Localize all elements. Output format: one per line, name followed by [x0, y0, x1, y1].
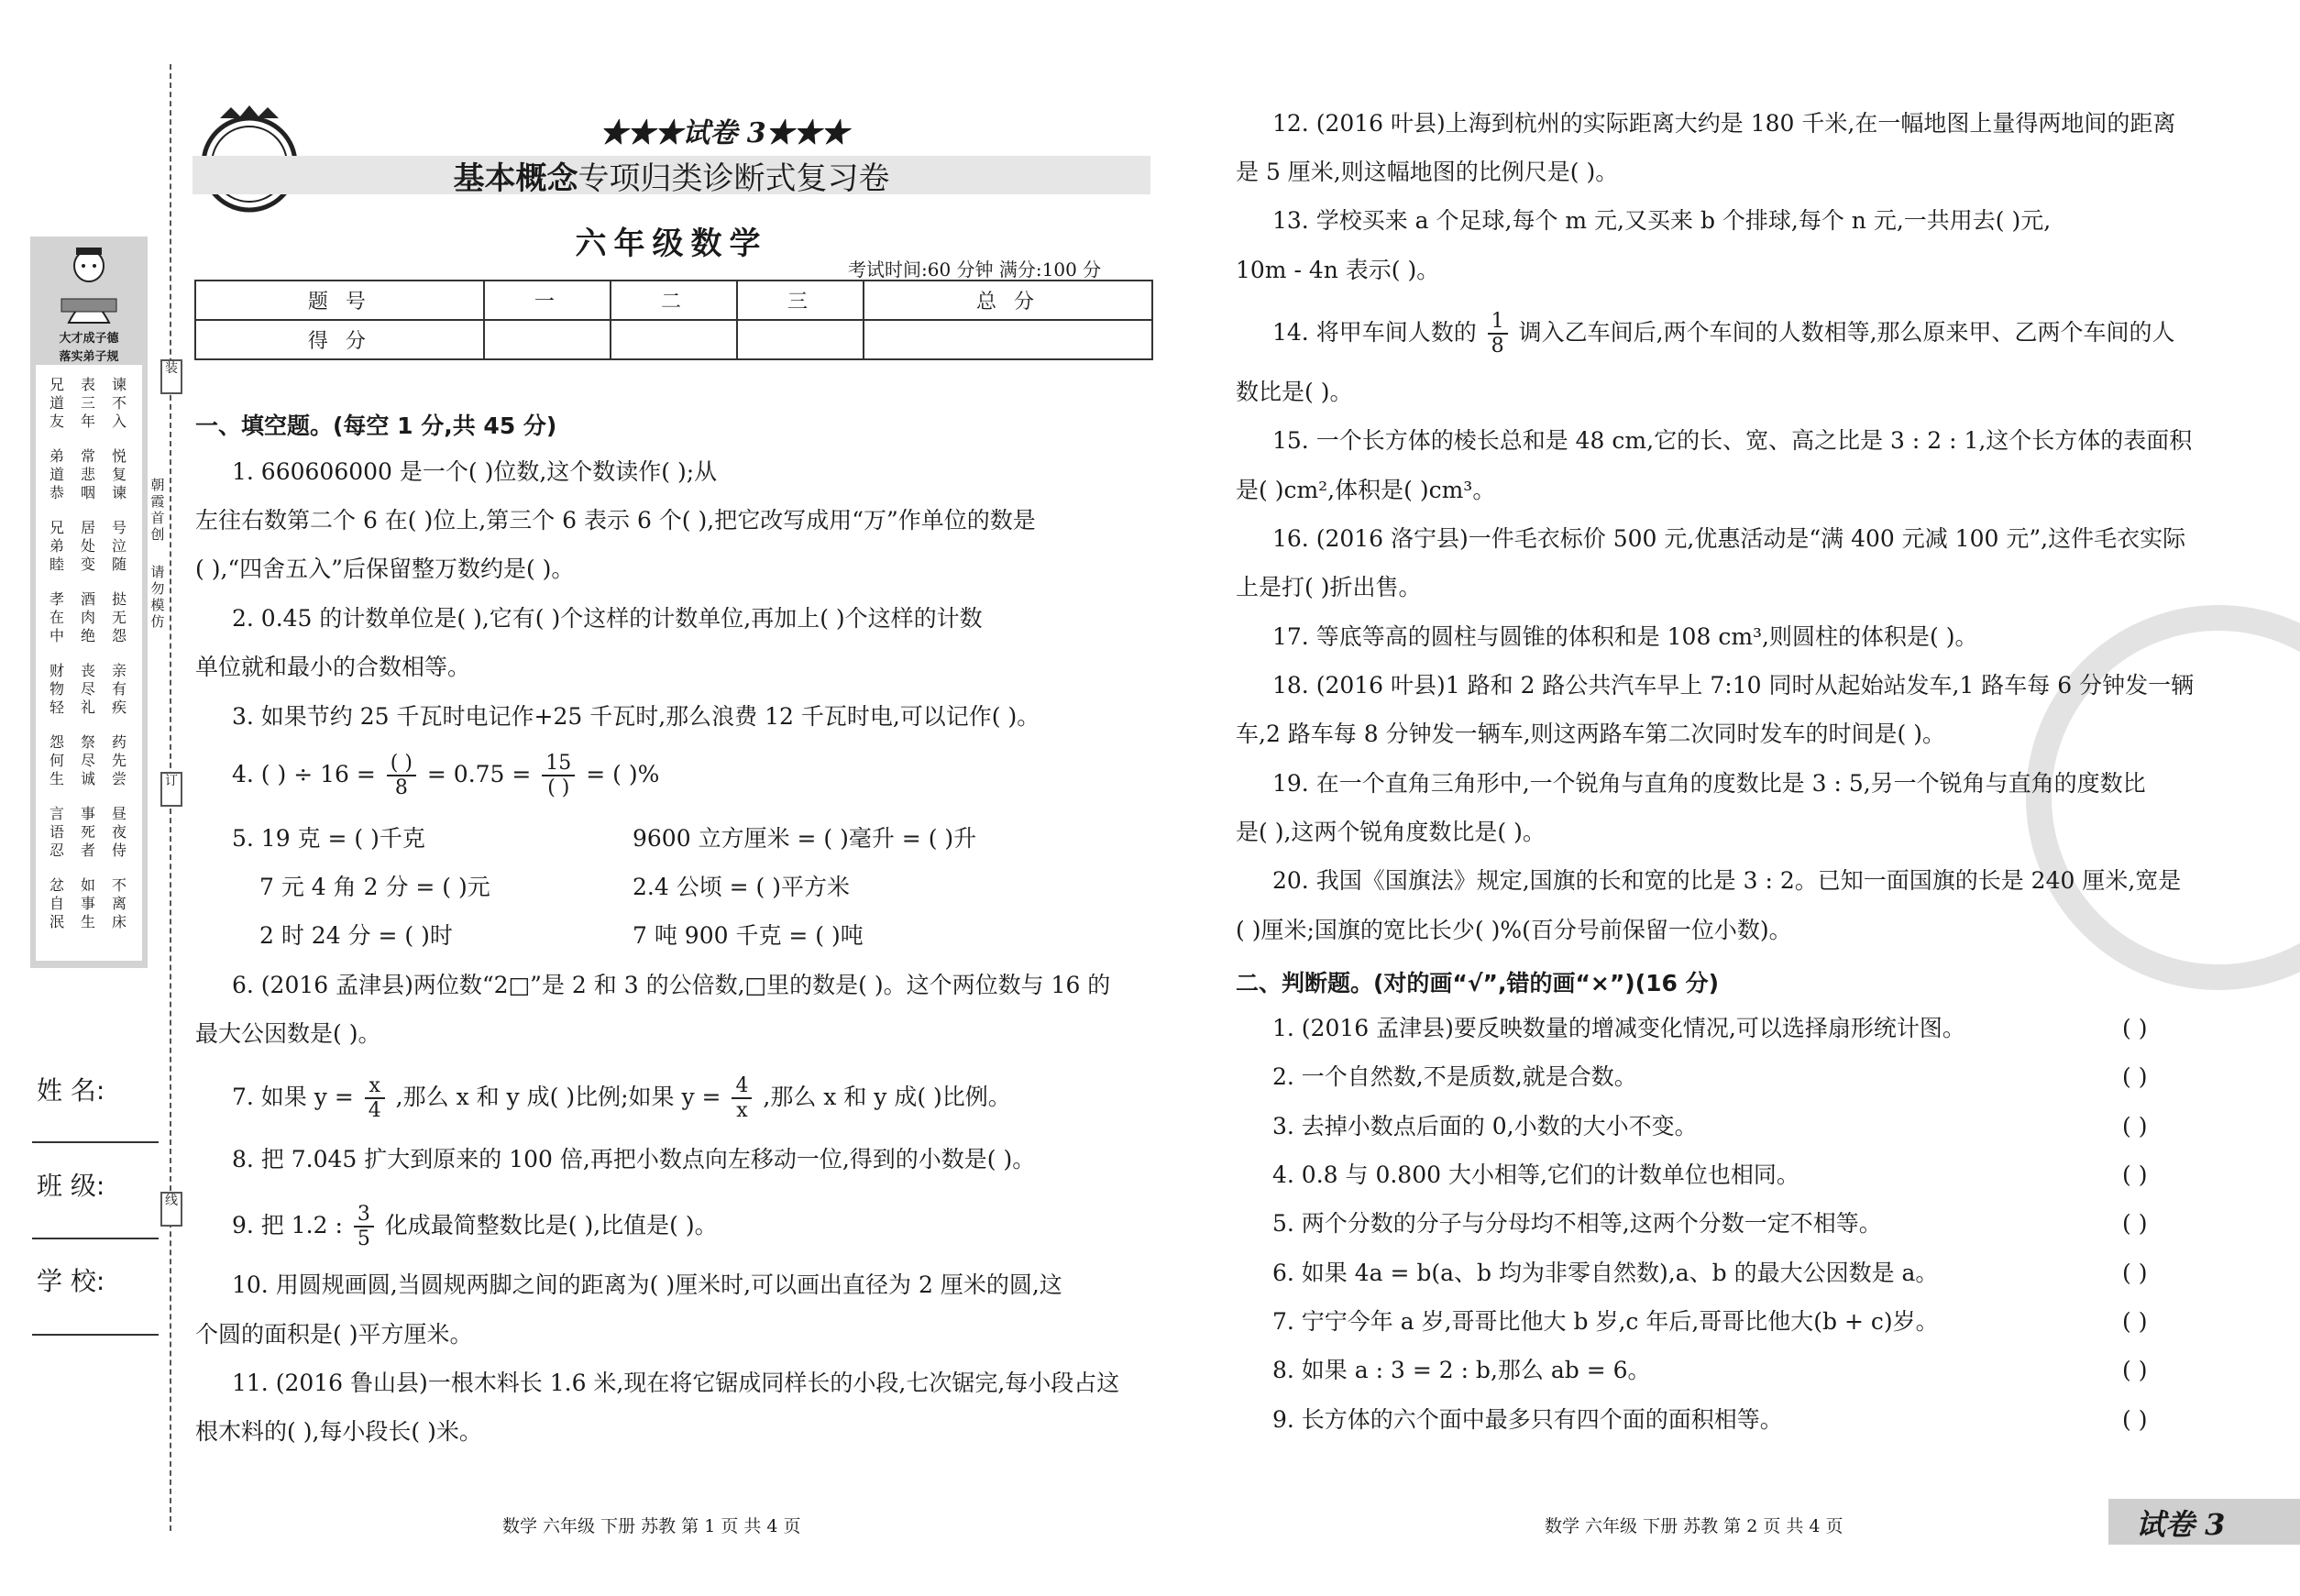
- judge-paren[interactable]: ( ): [2122, 1308, 2148, 1335]
- binding-box-1: 装: [160, 359, 182, 394]
- section1-heading: 一、填空题。(每空 1 分,共 45 分): [195, 413, 557, 439]
- sidebar-verse-char: 弟: [49, 537, 64, 555]
- q12-line1: 12. (2016 叶县)上海到杭州的实际距离大约是 180 千米,在一幅地图上量得两地间的距离: [1272, 110, 2176, 137]
- q14-f-den: 8: [1491, 335, 1504, 358]
- q4-f2-den: ( ): [547, 776, 570, 800]
- judge-paren[interactable]: ( ): [2122, 1406, 2148, 1433]
- sidebar-verse-column: [80, 733, 96, 788]
- sidebar-verse-column: [49, 662, 65, 717]
- q9-f-num: 3: [354, 1203, 374, 1227]
- judge-item: 6. 如果 4a = b(a、b 均为非零自然数),a、b 的最大公因数是 a。: [1272, 1260, 1939, 1286]
- sidebar-verse-column: [80, 376, 96, 431]
- sidebar-verse-char: 先: [111, 752, 127, 769]
- sidebar-verse-char: 轻: [49, 699, 64, 716]
- sidebar-verse-column: [80, 876, 96, 931]
- q4-part-c: = ( )%: [586, 760, 660, 787]
- score-header-cell: 三: [737, 281, 864, 320]
- q15-line1: 15. 一个长方体的棱长总和是 48 cm,它的长、宽、高之比是 3 : 2 : 1,这个长方体的表面积: [1272, 427, 2193, 454]
- judge-item: 2. 一个自然数,不是质数,就是合数。: [1272, 1063, 1637, 1090]
- q4-fraction-2: [542, 752, 575, 800]
- subject-title: 六年级数学: [575, 226, 768, 262]
- sidebar-verse-column: [49, 590, 65, 645]
- judge-item: 8. 如果 a : 3 = 2 : b,那么 ab = 6。: [1272, 1357, 1651, 1383]
- q13-line1: 13. 学校买来 a 个足球,每个 m 元,又买来 b 个排球,每个 n 元,一共用去( )元,: [1272, 207, 2052, 234]
- q11-line1: 11. (2016 鲁山县)一根木料长 1.6 米,现在将它锯成同样长的小段,七次锯完,每小段占这: [232, 1370, 1120, 1396]
- sidebar-verse-column: [49, 733, 65, 788]
- score-cell[interactable]: [864, 320, 1152, 359]
- page-title: [193, 153, 1150, 198]
- sidebar-verse-char: 丧: [80, 662, 95, 679]
- q14-f-num: 1: [1488, 310, 1508, 335]
- q7-fraction-2: [732, 1074, 752, 1123]
- sidebar-verse-char: 忿: [49, 876, 64, 894]
- sidebar-verse-char: 怨: [49, 733, 64, 751]
- title-rest: 专项归类诊断式复习卷: [578, 160, 890, 197]
- sidebar-verse-char: 疾: [111, 699, 127, 716]
- score-cell[interactable]: [611, 320, 737, 359]
- footer-left: 数学 六年级 下册 苏教 第 1 页 共 4 页: [502, 1516, 801, 1536]
- score-header-cell: 二: [611, 281, 737, 320]
- q16-line2: 上是打( )折出售。: [1236, 574, 1422, 600]
- sidebar-verse-char: 居: [80, 519, 95, 536]
- judge-paren[interactable]: ( ): [2122, 1210, 2148, 1237]
- q18-line2: 车,2 路车每 8 分钟发一辆车,则这两路车第二次同时发车的时间是( )。: [1236, 721, 1946, 747]
- motto-line-2: 落实弟子规: [59, 350, 119, 364]
- vertical-note-1: 朝霞首创: [150, 477, 165, 543]
- sidebar-strip: [30, 237, 148, 968]
- sidebar-verse-column: [111, 733, 127, 788]
- q19-line1: 19. 在一个直角三角形中,一个锐角与直角的度数比是 3 : 5,另一个锐角与直角的度数比: [1272, 770, 2146, 797]
- sidebar-verse-char: 尽: [80, 752, 95, 769]
- q5-item5: 2 时 24 分 = ( )时: [259, 922, 453, 949]
- q19-line2: 是( ),这两个锐角度数比是( )。: [1236, 819, 1546, 845]
- sidebar-verse-char: 道: [49, 466, 64, 483]
- sidebar-verse-char: 财: [49, 662, 64, 679]
- scholar-figure-icon: [56, 246, 122, 328]
- sidebar-verse-column: [111, 876, 127, 931]
- score-header-cell: 题 号: [195, 281, 484, 320]
- sidebar-verse-char: 离: [111, 895, 127, 912]
- binding-box-2: 订: [160, 772, 182, 807]
- q20-line1: 20. 我国《国旗法》规定,国旗的长和宽的比是 3 : 2。已知一面国旗的长是 240 厘米,宽是: [1272, 867, 2182, 894]
- sidebar-verse-char: 友: [49, 413, 64, 430]
- sidebar-verse-char: 复: [111, 466, 127, 483]
- sidebar-verse-char: 事: [80, 805, 95, 822]
- sidebar-verse-char: 兄: [49, 519, 64, 536]
- q7: [232, 1074, 1011, 1123]
- sidebar-verse-column: [111, 662, 127, 717]
- sidebar-verse-char: 事: [80, 895, 95, 912]
- q7-f1-num: x: [365, 1074, 385, 1099]
- sidebar-verse-char: 变: [80, 556, 95, 573]
- sidebar-verse-char: 号: [111, 519, 127, 536]
- sidebar-verse-char: 酒: [80, 590, 95, 608]
- sidebar-verse-char: 自: [49, 895, 64, 912]
- sidebar-verse-column: [111, 447, 127, 502]
- score-cell[interactable]: [737, 320, 864, 359]
- school-line[interactable]: [32, 1334, 159, 1336]
- footer-right: 数学 六年级 下册 苏教 第 2 页 共 4 页: [1545, 1516, 1843, 1536]
- judge-paren[interactable]: ( ): [2122, 1161, 2148, 1188]
- vertical-note-2: 请勿模仿: [150, 564, 165, 630]
- sidebar-verse-char: 生: [49, 770, 64, 787]
- q14-part-a: 14. 将甲车间人数的: [1272, 318, 1477, 346]
- q14-line2: 数比是( )。: [1236, 379, 1353, 405]
- sidebar-verse-char: 亲: [111, 662, 127, 679]
- sidebar-verse-char: 无: [111, 609, 127, 626]
- sidebar-verse-column: [80, 662, 96, 717]
- sidebar-verse-char: 在: [49, 609, 64, 626]
- sidebar-verse-char: 谏: [111, 484, 127, 501]
- section2-heading: 二、判断题。(对的画“√”,错的画“×”)(16 分): [1236, 970, 1720, 996]
- sidebar-verse-char: 中: [49, 627, 64, 644]
- q7-part-a: 7. 如果 y =: [232, 1083, 354, 1110]
- q20-line2: ( )厘米;国旗的宽比长少( )%(百分号前保留一位小数)。: [1236, 917, 1792, 943]
- sidebar-verse-column: [80, 519, 96, 574]
- q4-part-a: 4. ( ) ÷ 16 =: [232, 760, 376, 787]
- sidebar-verse-char: 祭: [80, 733, 95, 751]
- q14-part-b: 调入乙车间后,两个车间的人数相等,那么原来甲、乙两个车间的人: [1518, 318, 2175, 346]
- sidebar-verse-char: 常: [80, 447, 95, 465]
- sidebar-verse-char: 睦: [49, 556, 64, 573]
- judge-paren[interactable]: ( ): [2122, 1063, 2148, 1090]
- sidebar-verse-char: 肉: [80, 609, 95, 626]
- sidebar-verse-char: 泯: [49, 913, 64, 930]
- q4-f1-den: 8: [394, 776, 408, 800]
- score-header-row: [195, 281, 1152, 320]
- sidebar-verse-char: 有: [111, 680, 127, 698]
- exam-info: 考试时间:60 分钟 满分:100 分: [848, 259, 1102, 281]
- motto-line-1: 大才成子德: [59, 332, 119, 346]
- score-row-label: 得 分: [195, 320, 484, 359]
- sidebar-verse-column: [49, 376, 65, 431]
- q16-line1: 16. (2016 洛宁县)一件毛衣标价 500 元,优惠活动是“满 400 元减 100 元”,这件毛衣实际: [1272, 525, 2186, 552]
- judge-item: 1. (2016 孟津县)要反映数量的增减变化情况,可以选择扇形统计图。: [1272, 1015, 1965, 1041]
- sidebar-verse-char: 道: [49, 394, 64, 412]
- score-header-cell: 一: [484, 281, 611, 320]
- sidebar-verse-char: 谏: [111, 376, 127, 393]
- sidebar-verse-char: 语: [49, 823, 64, 841]
- binding-box-3: 线: [160, 1192, 182, 1227]
- q3: 3. 如果节约 25 千瓦时电记作+25 千瓦时,那么浪费 12 千瓦时电,可以记作( )。: [232, 703, 1040, 730]
- sidebar-verse-char: 尝: [111, 770, 127, 787]
- sidebar-verse-char: 言: [49, 805, 64, 822]
- judge-item: 4. 0.8 与 0.800 大小相等,它们的计数单位也相同。: [1272, 1161, 1799, 1188]
- judge-item: 5. 两个分数的分子与分母均不相等,这两个分数一定不相等。: [1272, 1210, 1882, 1237]
- q4-fraction-1: [387, 752, 416, 800]
- q8: 8. 把 7.045 扩大到原来的 100 倍,再把小数点向左移动一位,得到的小数是( )。: [232, 1146, 1036, 1172]
- sidebar-verse-char: 悦: [111, 447, 127, 465]
- q5-item6: 7 吨 900 千克 = ( )吨: [633, 922, 864, 949]
- sidebar-verse-column: [49, 876, 65, 931]
- q7-f1-den: 4: [368, 1099, 381, 1123]
- sidebar-verse-column: [111, 519, 127, 574]
- q7-f2-den: x: [736, 1099, 748, 1123]
- q5-item4: 2.4 公顷 = ( )平方米: [633, 874, 850, 900]
- sidebar-verse-char: 侍: [111, 842, 127, 859]
- sidebar-verse-char: 生: [80, 913, 95, 930]
- q10-line2: 个圆的面积是( )平方厘米。: [195, 1321, 473, 1348]
- sidebar-verse-char: 物: [49, 680, 64, 698]
- sidebar-verse-column: [111, 376, 127, 431]
- sidebar-verse-char: 处: [80, 537, 95, 555]
- q6-line2: 最大公因数是( )。: [195, 1020, 381, 1047]
- q9: [232, 1203, 718, 1251]
- judge-item: 3. 去掉小数点后面的 0,小数的大小不变。: [1272, 1113, 1698, 1139]
- score-cell[interactable]: [484, 320, 611, 359]
- score-value-row: [195, 320, 1152, 359]
- sidebar-verse-char: 咽: [80, 484, 95, 501]
- sidebar-verse-char: 诚: [80, 770, 95, 787]
- school-label: 学 校:: [37, 1266, 105, 1296]
- sidebar-verse-char: 兄: [49, 376, 64, 393]
- q7-part-b: ,那么 x 和 y 成( )比例;如果 y =: [395, 1083, 721, 1110]
- sidebar-verse-char: 恭: [49, 484, 64, 501]
- q12-line2: 是 5 厘米,则这幅地图的比例尺是( )。: [1236, 159, 1619, 185]
- sidebar-verse-char: 不: [111, 394, 127, 412]
- sidebar-verse-char: 不: [111, 876, 127, 894]
- sidebar-verse-char: 泣: [111, 537, 127, 555]
- title-bold: 基本概念: [453, 160, 578, 197]
- sidebar-verse-column: [49, 447, 65, 502]
- sidebar-verse-char: 随: [111, 556, 127, 573]
- sidebar-verse-char: 表: [80, 376, 95, 393]
- q6-line1: 6. (2016 孟津县)两位数“2□”是 2 和 3 的公倍数,□里的数是( )。这个两位数与 16 的: [232, 972, 1111, 998]
- class-label: 班 级:: [37, 1171, 105, 1201]
- q15-line2: 是( )cm²,体积是( )cm³。: [1236, 477, 1496, 503]
- sidebar-verse-char: 昼: [111, 805, 127, 822]
- judge-paren[interactable]: ( ): [2122, 1015, 2148, 1041]
- sidebar-verse-column: [111, 805, 127, 860]
- sidebar-verse-column: [49, 519, 65, 574]
- sidebar-verse-char: 入: [111, 413, 127, 430]
- sidebar-verse-char: 尽: [80, 680, 95, 698]
- judge-item: 9. 长方体的六个面中最多只有四个面的面积相等。: [1272, 1406, 1783, 1433]
- sidebar-verse-char: 挞: [111, 590, 127, 608]
- sidebar-verse-char: 药: [111, 733, 127, 751]
- q7-part-c: ,那么 x 和 y 成( )比例。: [763, 1083, 1011, 1110]
- sidebar-verse-char: 床: [111, 913, 127, 930]
- sidebar-verse-column: [49, 805, 65, 860]
- score-table: [194, 280, 1153, 360]
- name-label: 姓 名:: [37, 1075, 105, 1106]
- q5-item1: 5. 19 克 = ( )千克: [232, 825, 425, 852]
- q11-line2: 根木料的( ),每小段长( )米。: [195, 1418, 482, 1445]
- judge-paren[interactable]: ( ): [2122, 1357, 2148, 1383]
- q1-line3: ( ),“四舍五入”后保留整万数约是( )。: [195, 556, 575, 582]
- sidebar-verse-char: 者: [80, 842, 95, 859]
- judge-paren[interactable]: ( ): [2122, 1113, 2148, 1139]
- sidebar-verse-column: [111, 590, 127, 645]
- sidebar-verse-char: 夜: [111, 823, 127, 841]
- q9-fraction: [354, 1203, 374, 1251]
- sidebar-verse-char: 年: [80, 413, 95, 430]
- q13-line2: 10m - 4n 表示( )。: [1236, 257, 1440, 283]
- q5-item2: 9600 立方厘米 = ( )毫升 = ( )升: [633, 825, 977, 852]
- q14-line1: [1272, 310, 2175, 358]
- q9-part-b: 化成最简整数比是( ),比值是( )。: [384, 1211, 718, 1238]
- q9-part-a: 9. 把 1.2 :: [232, 1211, 343, 1238]
- q5-item3: 7 元 4 角 2 分 = ( )元: [259, 874, 490, 900]
- q4: [232, 752, 659, 800]
- sidebar-verse-char: 怨: [111, 627, 127, 644]
- sidebar-verse-column: [80, 590, 96, 645]
- sidebar-verse-char: 死: [80, 823, 95, 841]
- judge-paren[interactable]: ( ): [2122, 1260, 2148, 1286]
- sidebar-verse-char: 悲: [80, 466, 95, 483]
- sidebar-verse-char: 三: [80, 394, 95, 412]
- sidebar-verse-char: 绝: [80, 627, 95, 644]
- q17: 17. 等底等高的圆柱与圆锥的体积和是 108 cm³,则圆柱的体积是( )。: [1272, 623, 1978, 650]
- q2-line2: 单位就和最小的合数相等。: [195, 654, 471, 680]
- sidebar-verse-char: 礼: [80, 699, 95, 716]
- series-label: ★★★试卷 3★★★: [600, 117, 849, 149]
- sidebar-verse-char: 弟: [49, 447, 64, 465]
- judge-item: 7. 宁宁今年 a 岁,哥哥比他大 b 岁,c 年后,哥哥比他大(b + c)岁。: [1272, 1308, 1939, 1335]
- q4-f2-num: 15: [542, 752, 575, 776]
- q7-f2-num: 4: [732, 1074, 752, 1099]
- sidebar-text-panel: [36, 365, 142, 961]
- sidebar-verse-char: 何: [49, 752, 64, 769]
- sidebar-verse-column: [80, 805, 96, 860]
- sidebar-verse-char: 孝: [49, 590, 64, 608]
- q9-f-den: 5: [357, 1227, 370, 1251]
- q4-part-b: = 0.75 =: [426, 760, 532, 787]
- watermark-stamp: [2026, 605, 2300, 990]
- q1-line2: 左往右数第二个 6 在( )位上,第三个 6 表示 6 个( ),把它改写成用“万”作单位的数是: [195, 507, 1036, 534]
- q1-line1: 1. 660606000 是一个( )位数,这个数读作( );从: [232, 458, 718, 485]
- q7-fraction-1: [365, 1074, 385, 1123]
- class-line[interactable]: [32, 1238, 159, 1239]
- q4-f1-num: ( ): [387, 752, 416, 776]
- sidebar-verse-column: [80, 447, 96, 502]
- q18-line1: 18. (2016 叶县)1 路和 2 路公共汽车早上 7:10 同时从起始站发车,1 路车每 6 分钟发一辆: [1272, 672, 2195, 699]
- name-line[interactable]: [32, 1141, 159, 1143]
- q14-fraction: [1488, 310, 1508, 358]
- corner-label: 试卷 3: [2136, 1507, 2226, 1542]
- score-header-cell: 总 分: [864, 281, 1152, 320]
- sidebar-verse-char: 忍: [49, 842, 64, 859]
- q2-line1: 2. 0.45 的计数单位是( ),它有( )个这样的计数单位,再加上( )个这样的计数: [232, 605, 983, 632]
- sidebar-verse-char: 如: [80, 876, 95, 894]
- q10-line1: 10. 用圆规画圆,当圆规两脚之间的距离为( )厘米时,可以画出直径为 2 厘米的圆,这: [232, 1271, 1062, 1298]
